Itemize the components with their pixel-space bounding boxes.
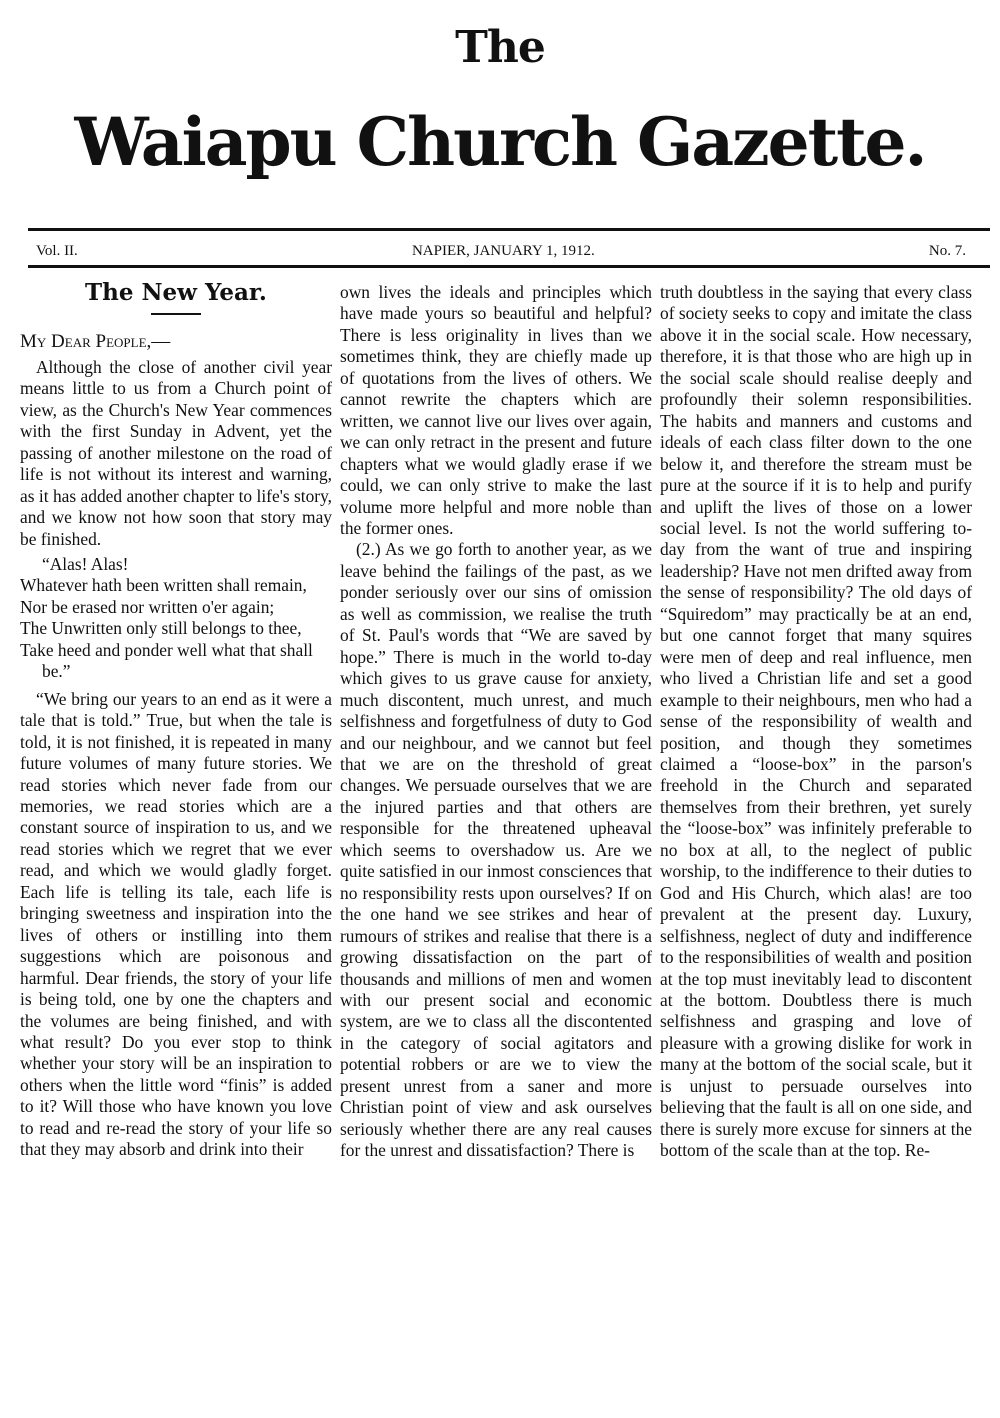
paragraph: “We bring our years to an end as it were a tale that is told.” True, but when the tale is told, it is not finished, it is repeated in many future volumes of many future stories. We read stories which never fade from our memories, we read stories which are a constant source of inspiration to us, and we read stories which we regret that we ever read, and which we would gladly forget. Each life is telling its tale, each life is bringing sweetness and inspiration into the lives of others or instilling into them suggestions which are poisonous and harmful. Dear friends, the story of your life is being told, one by one the chapters and the volumes are being finished, and with what result? Do you ever stop to think whether your story will be an inspiration to others when the little word “finis” is added to it? Will those who have known you love to read and re-read the story of your life so that they may absorb and drink into their (20, 688, 332, 1160)
dateline (36, 243, 966, 260)
poem-line: Nor be erased nor written o'er again; (20, 596, 275, 617)
volume: Vol. II. (36, 243, 78, 259)
column-1 (20, 279, 332, 1161)
poem-line: Take heed and ponder well what that shall be.” (20, 639, 313, 682)
masthead-title: Waiapu Church Gazette. (74, 103, 926, 181)
rule-top (28, 228, 990, 231)
poem-line: “Alas! Alas! (42, 553, 129, 574)
salutation: My Dear People,— (20, 331, 171, 353)
article-heading: The New Year. (85, 279, 267, 306)
column-3 (660, 282, 972, 1162)
paragraph: truth doubtless in the saying that every class of society seeks to copy and imitate the class above it in the social scale. How necessary, therefore, it is that those who are high up in the social scale should realise deeply and profoundly their solemn responsibilities. The habits and manners and customs and ideals of each class filter down to the one below it, and therefore the stream must be pure at the source if it is to help and purify and uplift the lives of those on a lower social level. Is not the world suffering to-day from the want of true and inspiring leadership? Have not men drifted away from the sense of responsibility? The old days of “Squiredom” may practically be at an end, but one cannot forget that many squires were men of deep and real influence, men who lived a Christian life and set a good example to their neighbours, men who had a sense of the responsibility of wealth and position, and though they sometimes claimed a “loose-box” in the parson's freehold in the Church and separated themselves from their brethren, yet surely the “loose-box” was infinitely preferable to no box at all, to the neglect of public worship, to the indifference to their duties to God and His Church, which alas! are too prevalent at the present day. Luxury, selfishness, neglect of duty and indifference to the responsibilities of wealth and position at the top must inevitably lead to discontent at the bottom. Doubtless there is much selfishness and grasping and love of pleasure with a growing dislike for work in many at the bottom of the social scale, but it is unjust to persuade ourselves into believing that the fault is all on one side, and there is surely more excuse for sinners at the bottom of the scale than at the top. Re- (660, 282, 972, 1161)
issue-number: No. 7. (928, 243, 966, 259)
column-2 (340, 282, 652, 1162)
paragraph: Although the close of another civil year means little to us from a Church point of view, as the Church's New Year commences with the first Sunday in Advent, yet the passing of another milestone on the road of life is not without its interest and warning, as it has added another chapter to life's story, and we know not how soon that story may be finished. (20, 356, 332, 549)
masthead-the: The (455, 22, 545, 73)
rule-bottom (28, 265, 990, 268)
paragraph: (2.) As we go forth to another year, as we leave behind the failings of the past, as we ponder seriously over our sins of omission as well as commission, we realise the truth of St. Paul's words that “We are saved by hope.” There is much in the world to-day which gives to us grave cause for anxiety, much discontent, much unrest, and much selfishness and forgetfulness of duty to God and our neighbour, and we cannot but feel that we are on the threshold of great changes. We persuade ourselves that we are the injured parties and that others are responsible for the threatened upheaval which seems to overshadow us. Are we quite satisfied in our inmost consciences that no responsibility rests upon ourselves? If on the one hand we see strikes and hear of rumours of strikes and realise that there is a growing dissatisfaction on the part of thousands and millions of men and women with our present social and economic system, are we to class all the discontented in the category of social agitators and potential robbers or are we to view the present unrest from a saner and more Christian point of view and ask ourselves seriously whether there are any real causes for the unrest and dissatisfaction? There is (340, 539, 652, 1161)
heading-divider (151, 313, 201, 315)
poem-line: Whatever hath been written shall remain, (20, 575, 307, 596)
poem-line: The Unwritten only still belongs to thee, (20, 618, 302, 639)
place-date: NAPIER, JANUARY 1, 1912. (411, 243, 595, 259)
paragraph: own lives the ideals and principles which have made yours so beautiful and helpful? There is less originality in lives than we sometimes think, they are chiefly made up of quotations from the lives of others. We cannot rewrite the chapters which are written, we cannot live our lives over again, we can only retract in the present and future chapters what we would gladly erase if we could, we can only strive to make the last volume more helpful and more noble than the former ones. (340, 282, 652, 538)
poem (20, 554, 332, 683)
